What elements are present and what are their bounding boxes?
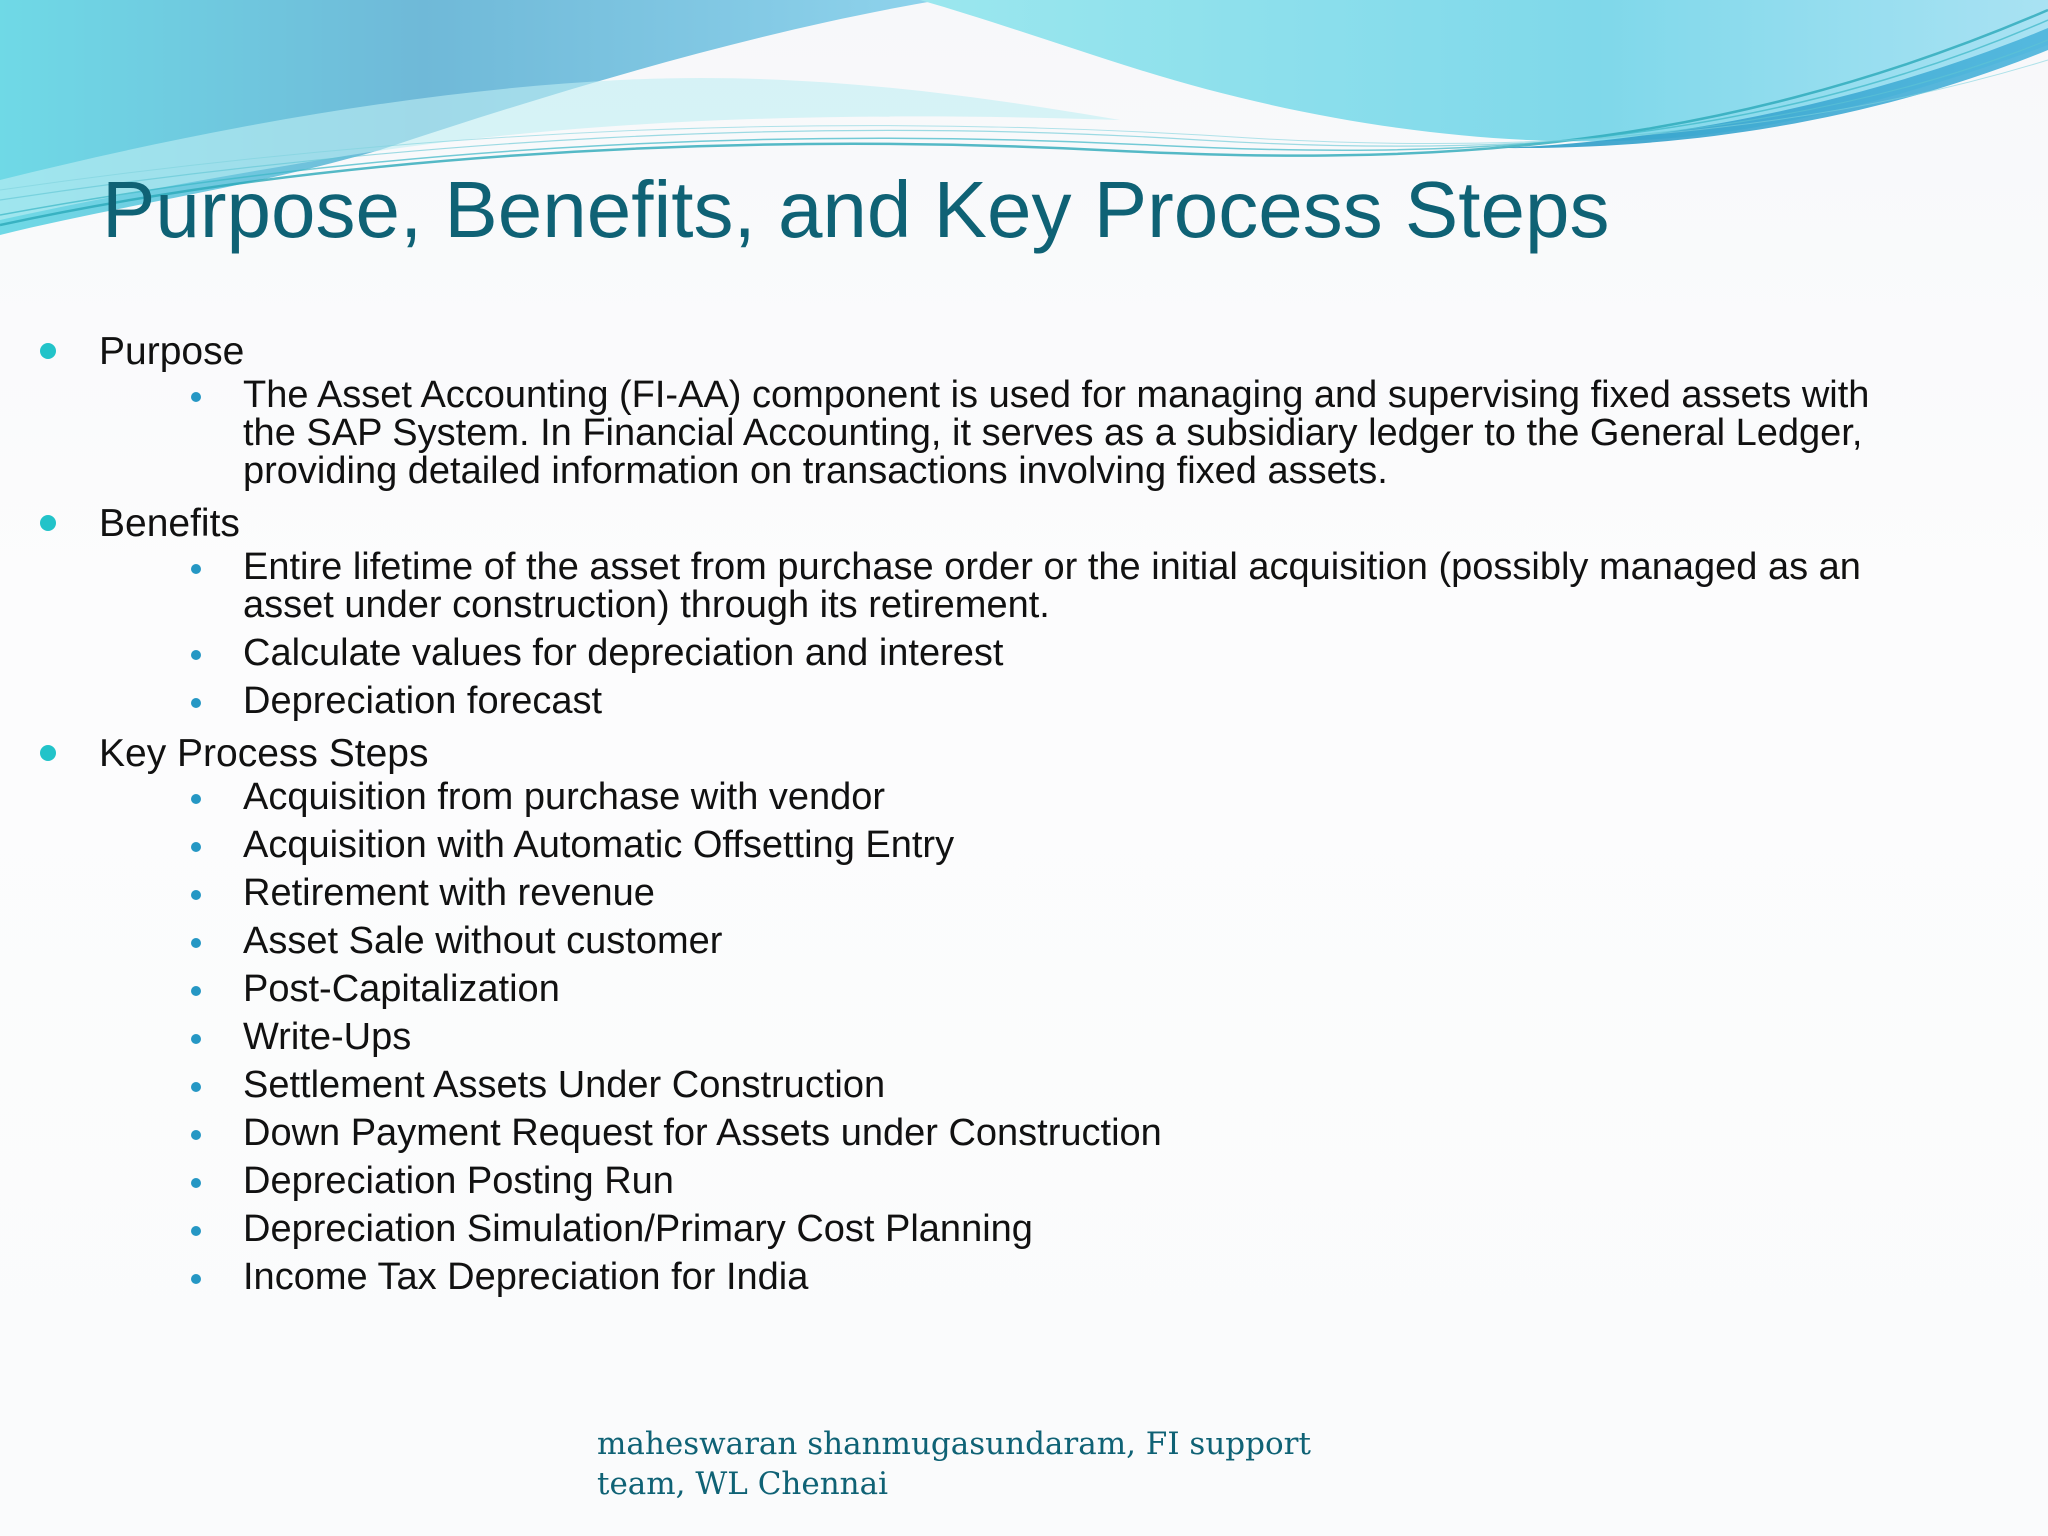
process-step-text: Post-Capitalization xyxy=(243,968,560,1010)
bullet-dot-icon xyxy=(191,842,201,852)
bullet-dot-icon xyxy=(191,392,201,402)
bullet-list xyxy=(0,328,2048,1306)
process-step-item xyxy=(0,1114,2048,1152)
benefit-item xyxy=(0,634,2048,672)
section-heading-text: Key Process Steps xyxy=(99,732,429,775)
footer-line-2: team, WL Chennai xyxy=(597,1466,889,1502)
bullet-dot-icon xyxy=(40,745,56,761)
bullet-dot-icon xyxy=(191,986,201,996)
footer-line-1: maheswaran shanmugasundaram, FI support xyxy=(597,1426,1311,1462)
bullet-dot-icon xyxy=(191,938,201,948)
process-step-text: Depreciation Simulation/Primary Cost Planning xyxy=(243,1208,1033,1250)
section-key-process-steps-heading xyxy=(0,730,2048,778)
bullet-dot-icon xyxy=(191,564,201,574)
section-purpose-heading xyxy=(0,328,2048,376)
process-step-text: Income Tax Depreciation for India xyxy=(243,1256,809,1298)
bullet-dot-icon xyxy=(191,1034,201,1044)
process-step-item xyxy=(0,1066,2048,1104)
process-step-item xyxy=(0,826,2048,864)
process-step-text: Acquisition with Automatic Offsetting Entry xyxy=(243,824,955,866)
process-step-item xyxy=(0,922,2048,960)
section-heading-text: Purpose xyxy=(99,330,245,373)
bullet-dot-icon xyxy=(40,343,56,359)
process-step-item xyxy=(0,778,2048,816)
process-step-text: Write-Ups xyxy=(243,1016,412,1058)
benefit-item xyxy=(0,682,2048,720)
bullet-dot-icon xyxy=(191,1178,201,1188)
benefit-item-text: Entire lifetime of the asset from purchase order or the initial acquisition (possibly managed as an asset under construction) through its retirement. xyxy=(243,546,1861,626)
bullet-dot-icon xyxy=(40,515,56,531)
process-step-item xyxy=(0,970,2048,1008)
process-step-text: Retirement with revenue xyxy=(243,872,655,914)
process-step-text: Settlement Assets Under Construction xyxy=(243,1064,886,1106)
process-step-text: Asset Sale without customer xyxy=(243,920,723,962)
bullet-dot-icon xyxy=(191,1130,201,1140)
slide-footer xyxy=(597,1424,1317,1504)
benefit-item-text: Calculate values for depreciation and interest xyxy=(243,632,1004,674)
bullet-dot-icon xyxy=(191,698,201,708)
bullet-dot-icon xyxy=(191,650,201,660)
purpose-item-text: The Asset Accounting (FI-AA) component is used for managing and supervising fixed assets with the SAP System. In Financial Accounting, it serves as a subsidiary ledger to the General Ledger, providing detailed information on transactions involving fixed assets. xyxy=(243,374,1870,492)
process-step-item xyxy=(0,1018,2048,1056)
process-step-text: Acquisition from purchase with vendor xyxy=(243,776,886,818)
process-step-item xyxy=(0,1210,2048,1248)
bullet-dot-icon xyxy=(191,1226,201,1236)
purpose-item xyxy=(0,376,2048,490)
bullet-dot-icon xyxy=(191,890,201,900)
bullet-dot-icon xyxy=(191,1082,201,1092)
slide-title: Purpose, Benefits, and Key Process Steps xyxy=(102,165,1610,254)
section-heading-text: Benefits xyxy=(99,502,240,545)
benefit-item-text: Depreciation forecast xyxy=(243,680,603,722)
bullet-dot-icon xyxy=(191,1274,201,1284)
process-step-item xyxy=(0,1258,2048,1296)
process-step-item xyxy=(0,1162,2048,1200)
process-step-text: Down Payment Request for Assets under Construction xyxy=(243,1112,1162,1154)
section-benefits-heading xyxy=(0,500,2048,548)
bullet-dot-icon xyxy=(191,794,201,804)
process-step-text: Depreciation Posting Run xyxy=(243,1160,674,1202)
process-step-item xyxy=(0,874,2048,912)
benefit-item xyxy=(0,548,2048,624)
